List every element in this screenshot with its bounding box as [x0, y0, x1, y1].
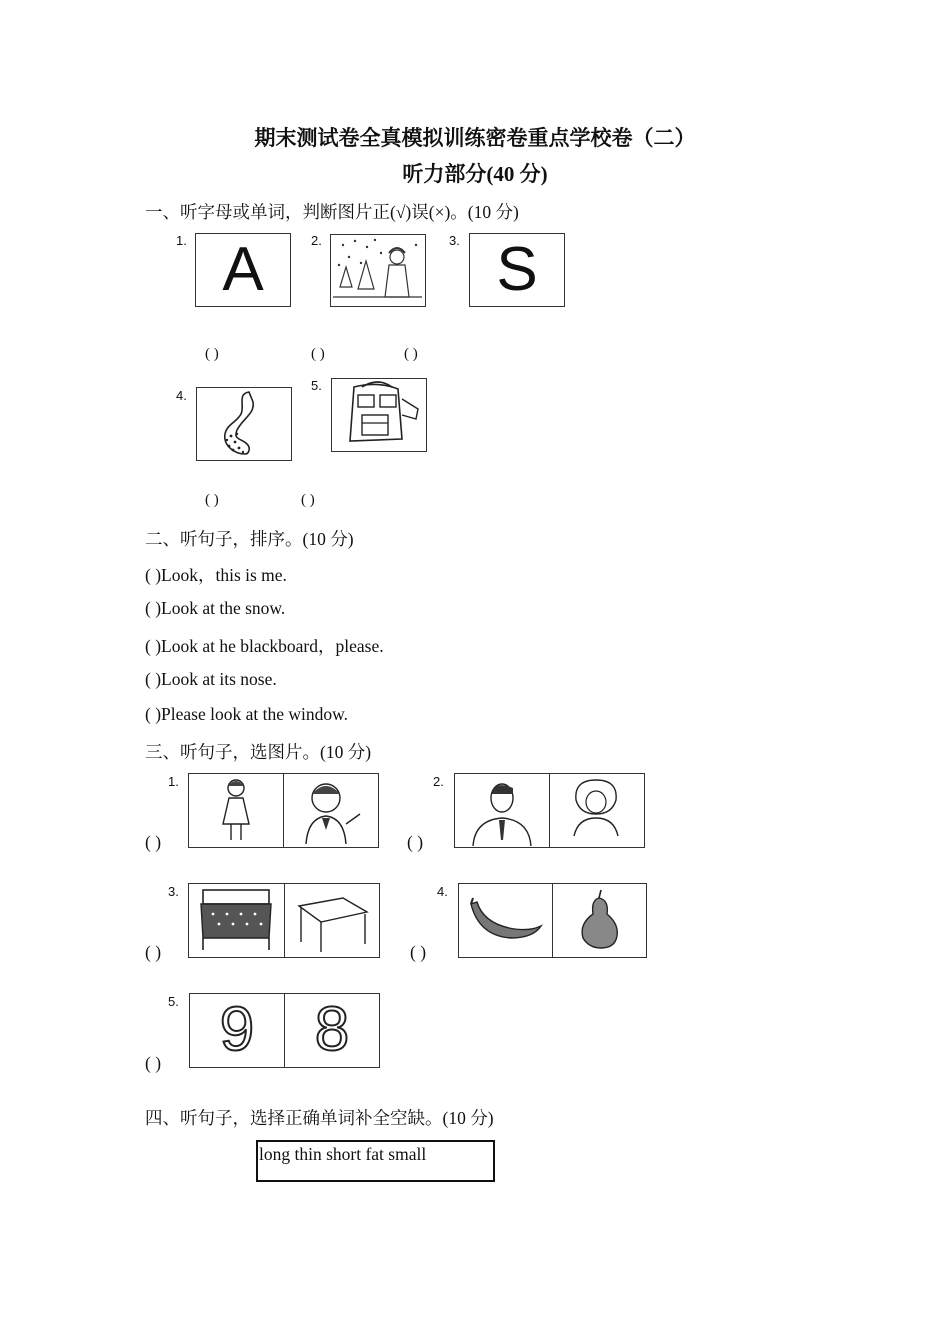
item-number: 1.	[168, 774, 179, 789]
item-number: 3.	[168, 884, 179, 899]
item-number: 1.	[176, 233, 187, 248]
answer-blank[interactable]: ( )	[311, 346, 325, 362]
answer-blank[interactable]: ( )	[404, 346, 418, 362]
digit-nine: 9	[219, 995, 255, 1064]
answer-blank[interactable]: ( )	[145, 1053, 162, 1073]
section2-heading: 二、听句子，排序。(10 分)	[145, 529, 354, 549]
sentence-item: ( )Look at its nose.	[145, 669, 277, 689]
girl-picture	[189, 774, 283, 847]
number-nine-picture	[190, 994, 284, 1067]
item-number: 5.	[168, 994, 179, 1009]
letter-picture	[195, 233, 291, 307]
answer-blank[interactable]: ( )	[410, 942, 427, 962]
picture-pair	[188, 883, 380, 958]
item-number: 2.	[311, 233, 322, 248]
desk-picture	[284, 884, 380, 957]
section1-heading: 一、听字母或单词，判断图片正(√)误(×)。(10 分)	[145, 202, 519, 222]
banana-picture	[459, 884, 552, 957]
picture-pair	[189, 993, 380, 1068]
page-subtitle: 听力部分(40 分)	[402, 162, 548, 186]
answer-blank[interactable]: ( )	[205, 346, 219, 362]
snow-girl-picture	[330, 234, 426, 307]
answer-blank[interactable]: ( )	[145, 832, 162, 852]
man-picture	[455, 774, 549, 847]
item-number: 4.	[437, 884, 448, 899]
schoolbag-picture	[331, 378, 427, 452]
section3-heading: 三、听句子，选图片。(10 分)	[145, 742, 372, 762]
number-eight-picture	[284, 994, 379, 1067]
answer-blank[interactable]: ( )	[145, 942, 162, 962]
letter-picture	[469, 233, 565, 307]
section4-heading: 四、听句子，选择正确单词补全空缺。(10 分)	[145, 1108, 494, 1128]
item-number: 4.	[176, 388, 187, 403]
sentence-item: ( )Look at he blackboard，please.	[145, 636, 384, 656]
picture-pair	[454, 773, 645, 848]
sentence-item: ( )Look，this is me.	[145, 565, 287, 585]
item-number: 5.	[311, 378, 322, 393]
tail-picture	[196, 387, 292, 461]
picture-pair	[458, 883, 647, 958]
pear-picture	[552, 884, 646, 957]
bed-picture	[189, 884, 284, 957]
answer-blank[interactable]: ( )	[205, 492, 219, 508]
answer-blank[interactable]: ( )	[301, 492, 315, 508]
item-number: 3.	[449, 233, 460, 248]
digit-eight: 8	[314, 995, 350, 1064]
answer-blank[interactable]: ( )	[407, 832, 424, 852]
word-bank: long thin short fat small	[256, 1140, 495, 1182]
sentence-item: ( )Look at the snow.	[145, 598, 286, 618]
picture-pair	[188, 773, 379, 848]
letter-a: A	[222, 235, 264, 304]
item-number: 2.	[433, 774, 444, 789]
boy-picture	[283, 774, 378, 847]
sentence-item: ( )Please look at the window.	[145, 704, 348, 724]
letter-s: S	[496, 235, 538, 304]
page-title: 期末测试卷全真模拟训练密卷重点学校卷（二）	[254, 126, 696, 150]
woman-picture	[549, 774, 644, 847]
